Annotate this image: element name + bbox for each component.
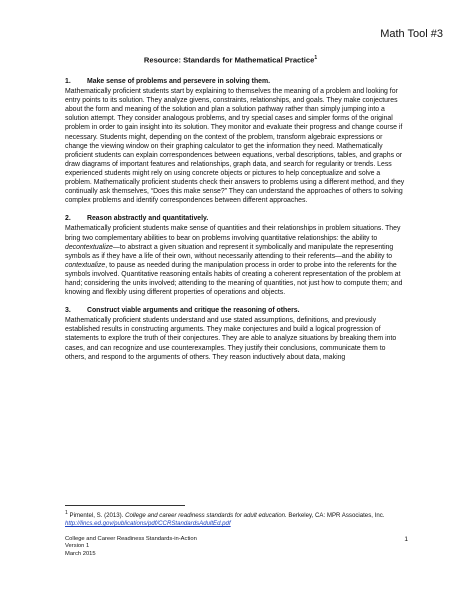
page-number: 1 bbox=[404, 536, 408, 543]
footnote-divider bbox=[65, 505, 185, 506]
footnote-mark: 1 bbox=[65, 510, 68, 516]
footnote-link[interactable]: http://lincs.ed.gov/publications/pdf/CCRStandardsAdultEd.pdf bbox=[65, 520, 231, 528]
emphasis-contextualize: contextualize bbox=[65, 261, 106, 269]
footer-line-2: Version 1 bbox=[65, 543, 90, 550]
document-title bbox=[0, 55, 461, 65]
footnote-author: Pimentel, S. (2013). bbox=[69, 512, 124, 520]
section-body bbox=[65, 224, 405, 297]
footnote-publisher: Berkeley, CA: MPR Associates, Inc. bbox=[288, 512, 385, 520]
section-body: Mathematically proficient students start by explaining to themselves the meaning of a problem and looking for entry points to its solution. They analyze givens, constraints, relationships, and goals. They make conjectures about the form and meaning of the solution and plan a solution pathway rather than simply jumping into a solution attempt. They consider analogous problems, and try special cases and simpler forms of the original problem in order to gain insight into its solution. They monitor and evaluate their progress and change course if necessary. Students might, depending on the context of the problem, transform algebraic expressions or change the viewing window on their graphing calculator to get the information they need. Mathematically proficient students can explain correspondences between equations, verbal descriptions, tables, and graphs or draw diagrams of important features and relationships, graph data, and search for regularity or trends. Less experienced students might rely on using concrete objects or pictures to help conceptualize and solve a problem. Mathematically proficient students check their answers to problems using a different method, and they continually ask themselves, “Does this make sense?” They can understand the approaches of others to solving complex problems and identify correspondences between different approaches. bbox=[65, 88, 405, 205]
body-text: —to abstract a given situation and represent it symbolically and manipulate the representing symbols as if they have a life of their own, without necessarily attending to their referents—and the ability to bbox=[65, 243, 394, 260]
section-number: 3. bbox=[65, 307, 71, 315]
section-number: 2. bbox=[65, 215, 71, 223]
body-text: , to pause as needed during the manipulation process in order to probe into the referents for the symbols involved. Quantitative reasoning entails habits of creating a coherent representation of the problem at hand; considering the units involved; attending to the meaning of quantities, not just how to compute them; and knowing and flexibly using different properties of operations and objects. bbox=[65, 261, 403, 297]
section-number: 1. bbox=[65, 78, 71, 85]
section-2 bbox=[65, 214, 405, 297]
section-heading bbox=[65, 77, 405, 86]
document-title-text: Resource: Standards for Mathematical Practice bbox=[143, 55, 315, 65]
section-3 bbox=[65, 306, 405, 362]
section-body: Mathematically proficient students understand and use stated assumptions, definitions, and previously established results in constructing arguments. They make conjectures and build a logical progression of statements to explore the truth of their conjectures. They are able to analyze situations by breaking them into cases, and can recognize and use counterexamples. They justify their conclusions, communicate them to others, and respond to the arguments of others. They reason inductively about data, making bbox=[65, 317, 397, 361]
footnote-title: College and career readiness standards for adult education. bbox=[125, 512, 287, 520]
emphasis-decontextualize: decontextualize bbox=[65, 243, 113, 251]
document-body bbox=[65, 77, 405, 371]
title-footnote-mark: 1 bbox=[314, 55, 318, 61]
page-footer bbox=[65, 536, 197, 558]
tool-label: Math Tool #3 bbox=[380, 28, 443, 40]
section-1 bbox=[65, 77, 405, 205]
section-heading bbox=[65, 214, 405, 223]
body-text: Mathematically proficient students make sense of quantities and their relationships in problem situations. They bring two complementary abilities to bear on problems involving quantitative relationships: the ability to bbox=[65, 225, 401, 242]
footnote bbox=[65, 509, 410, 528]
section-title: Make sense of problems and persevere in solving them. bbox=[87, 78, 271, 85]
section-title: Reason abstractly and quantitatively. bbox=[87, 215, 209, 223]
section-title: Construct viable arguments and critique the reasoning of others. bbox=[87, 307, 300, 315]
footer-line-1: College and Career Readiness Standards-in-Action bbox=[65, 536, 197, 542]
section-heading bbox=[65, 306, 405, 315]
footer-line-3: March 2015 bbox=[65, 550, 96, 557]
